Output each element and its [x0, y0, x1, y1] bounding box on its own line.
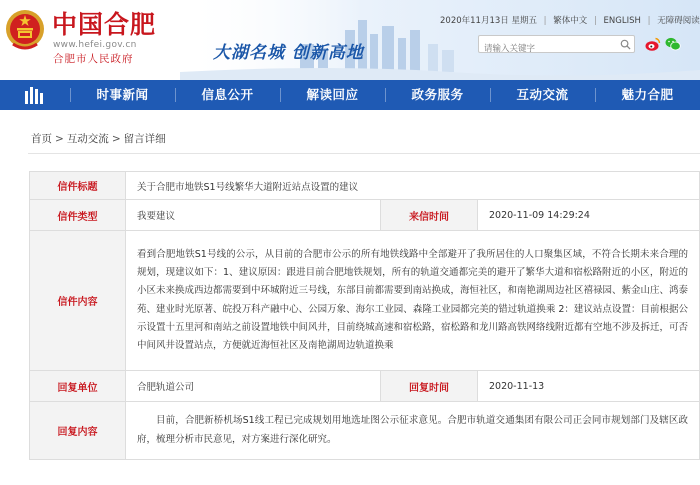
reply-content: 目前，合肥新桥机场S1线工程已完成规划用地选址图公示征求意见。合肥市轨道交通集团有限公司正会同市规划部门及辖区政府，梳理分析市民意见，对方案进行深化研究。 [126, 402, 700, 460]
breadcrumb-current: 留言详细 [123, 133, 166, 145]
traditional-chinese-link[interactable]: 繁体中文 [553, 16, 588, 26]
table-row [30, 172, 700, 200]
reply-time: 2020-11-13 [478, 371, 700, 402]
message-detail-table [29, 171, 700, 460]
title-label: 信件标题 [30, 172, 126, 200]
nav-news[interactable]: 时事新闻 [70, 80, 175, 110]
main-nav [0, 80, 700, 110]
site-url: www.hefei.gov.cn [53, 40, 137, 50]
message-type: 我要建议 [126, 200, 381, 231]
nav-interaction[interactable]: 互动交流 [490, 80, 595, 110]
type-label: 信件类型 [30, 200, 126, 231]
message-time: 2020-11-09 14:29:24 [478, 200, 700, 231]
reply-unit: 合肥轨道公司 [126, 371, 381, 402]
breadcrumb-home[interactable]: 首页 [31, 133, 52, 145]
search-input[interactable] [479, 41, 617, 57]
city-logo-icon [23, 86, 47, 104]
national-emblem-icon [4, 8, 46, 52]
site-org: 合肥市人民政府 [53, 53, 134, 65]
date-text: 2020年11月13日 星期五 [440, 16, 537, 26]
search-icon[interactable] [620, 39, 631, 50]
search-box [478, 35, 635, 53]
content-label: 信件内容 [30, 231, 126, 371]
reply-content-label: 回复内容 [30, 402, 126, 460]
top-links: 2020年11月13日 星期五 | 繁体中文 | ENGLISH | 无障碍阅读 [440, 16, 700, 26]
accessibility-link[interactable]: 无障碍阅读 [657, 16, 700, 26]
wechat-icon[interactable] [665, 36, 681, 52]
reply-time-label: 回复时间 [381, 371, 478, 402]
table-row [30, 200, 700, 231]
breadcrumb: 首页 > 互动交流 > 留言详细 [31, 133, 166, 145]
breadcrumb-interaction[interactable]: 互动交流 [66, 133, 109, 145]
time-label: 来信时间 [381, 200, 478, 231]
home-nav[interactable] [0, 80, 70, 110]
breadcrumb-divider [28, 153, 700, 154]
nav-charm-hefei[interactable]: 魅力合肥 [595, 80, 700, 110]
nav-services[interactable]: 政务服务 [385, 80, 490, 110]
reply-unit-label: 回复单位 [30, 371, 126, 402]
message-content: 看到合肥地铁S1号线的公示，从目前的合肥市公示的所有地铁线路中全部避开了我所居住的人口聚集区域，不符合长期未来合理的规划，现建议如下：1、建议原因：跟进目前合肥地铁规划，所有的轨道交通都完美的避开了繁华大道和宿松路附近的小区，附近的小区未来换成西边都需要到中环城附近三号线，东部目前都需要到南站换成，海恒社区，和南艳湖周边社区禧禄园、紫金山庄、鸿泰苑、建业时光原著、皖投万科产融中心、公园万象、海尔工业园、森隆工业园都完美的错过轨道换乘 2：建议站点设置：目前根据公示设置十五里河和南站之前设置地铁中间风井，目前绕城高速和宿松路，宿松路和龙川路高铁网络线附近都有空地不涉及拆迁，可否中间风井设置站点，方便就近海恒社区及南艳湖周边轨道换乘 [126, 231, 700, 371]
message-title: 关于合肥市地铁S1号线繁华大道附近站点设置的建议 [126, 172, 700, 200]
nav-info-disclosure[interactable]: 信息公开 [175, 80, 280, 110]
site-header [0, 0, 700, 80]
english-link[interactable]: ENGLISH [603, 16, 641, 26]
weibo-icon[interactable] [645, 36, 661, 52]
site-name: 中国合肥 [52, 10, 157, 39]
nav-interpretation[interactable]: 解读回应 [280, 80, 385, 110]
table-row [30, 371, 700, 402]
slogan: 大湖名城 创新高地 [213, 43, 364, 63]
table-row [30, 402, 700, 460]
table-row [30, 231, 700, 371]
